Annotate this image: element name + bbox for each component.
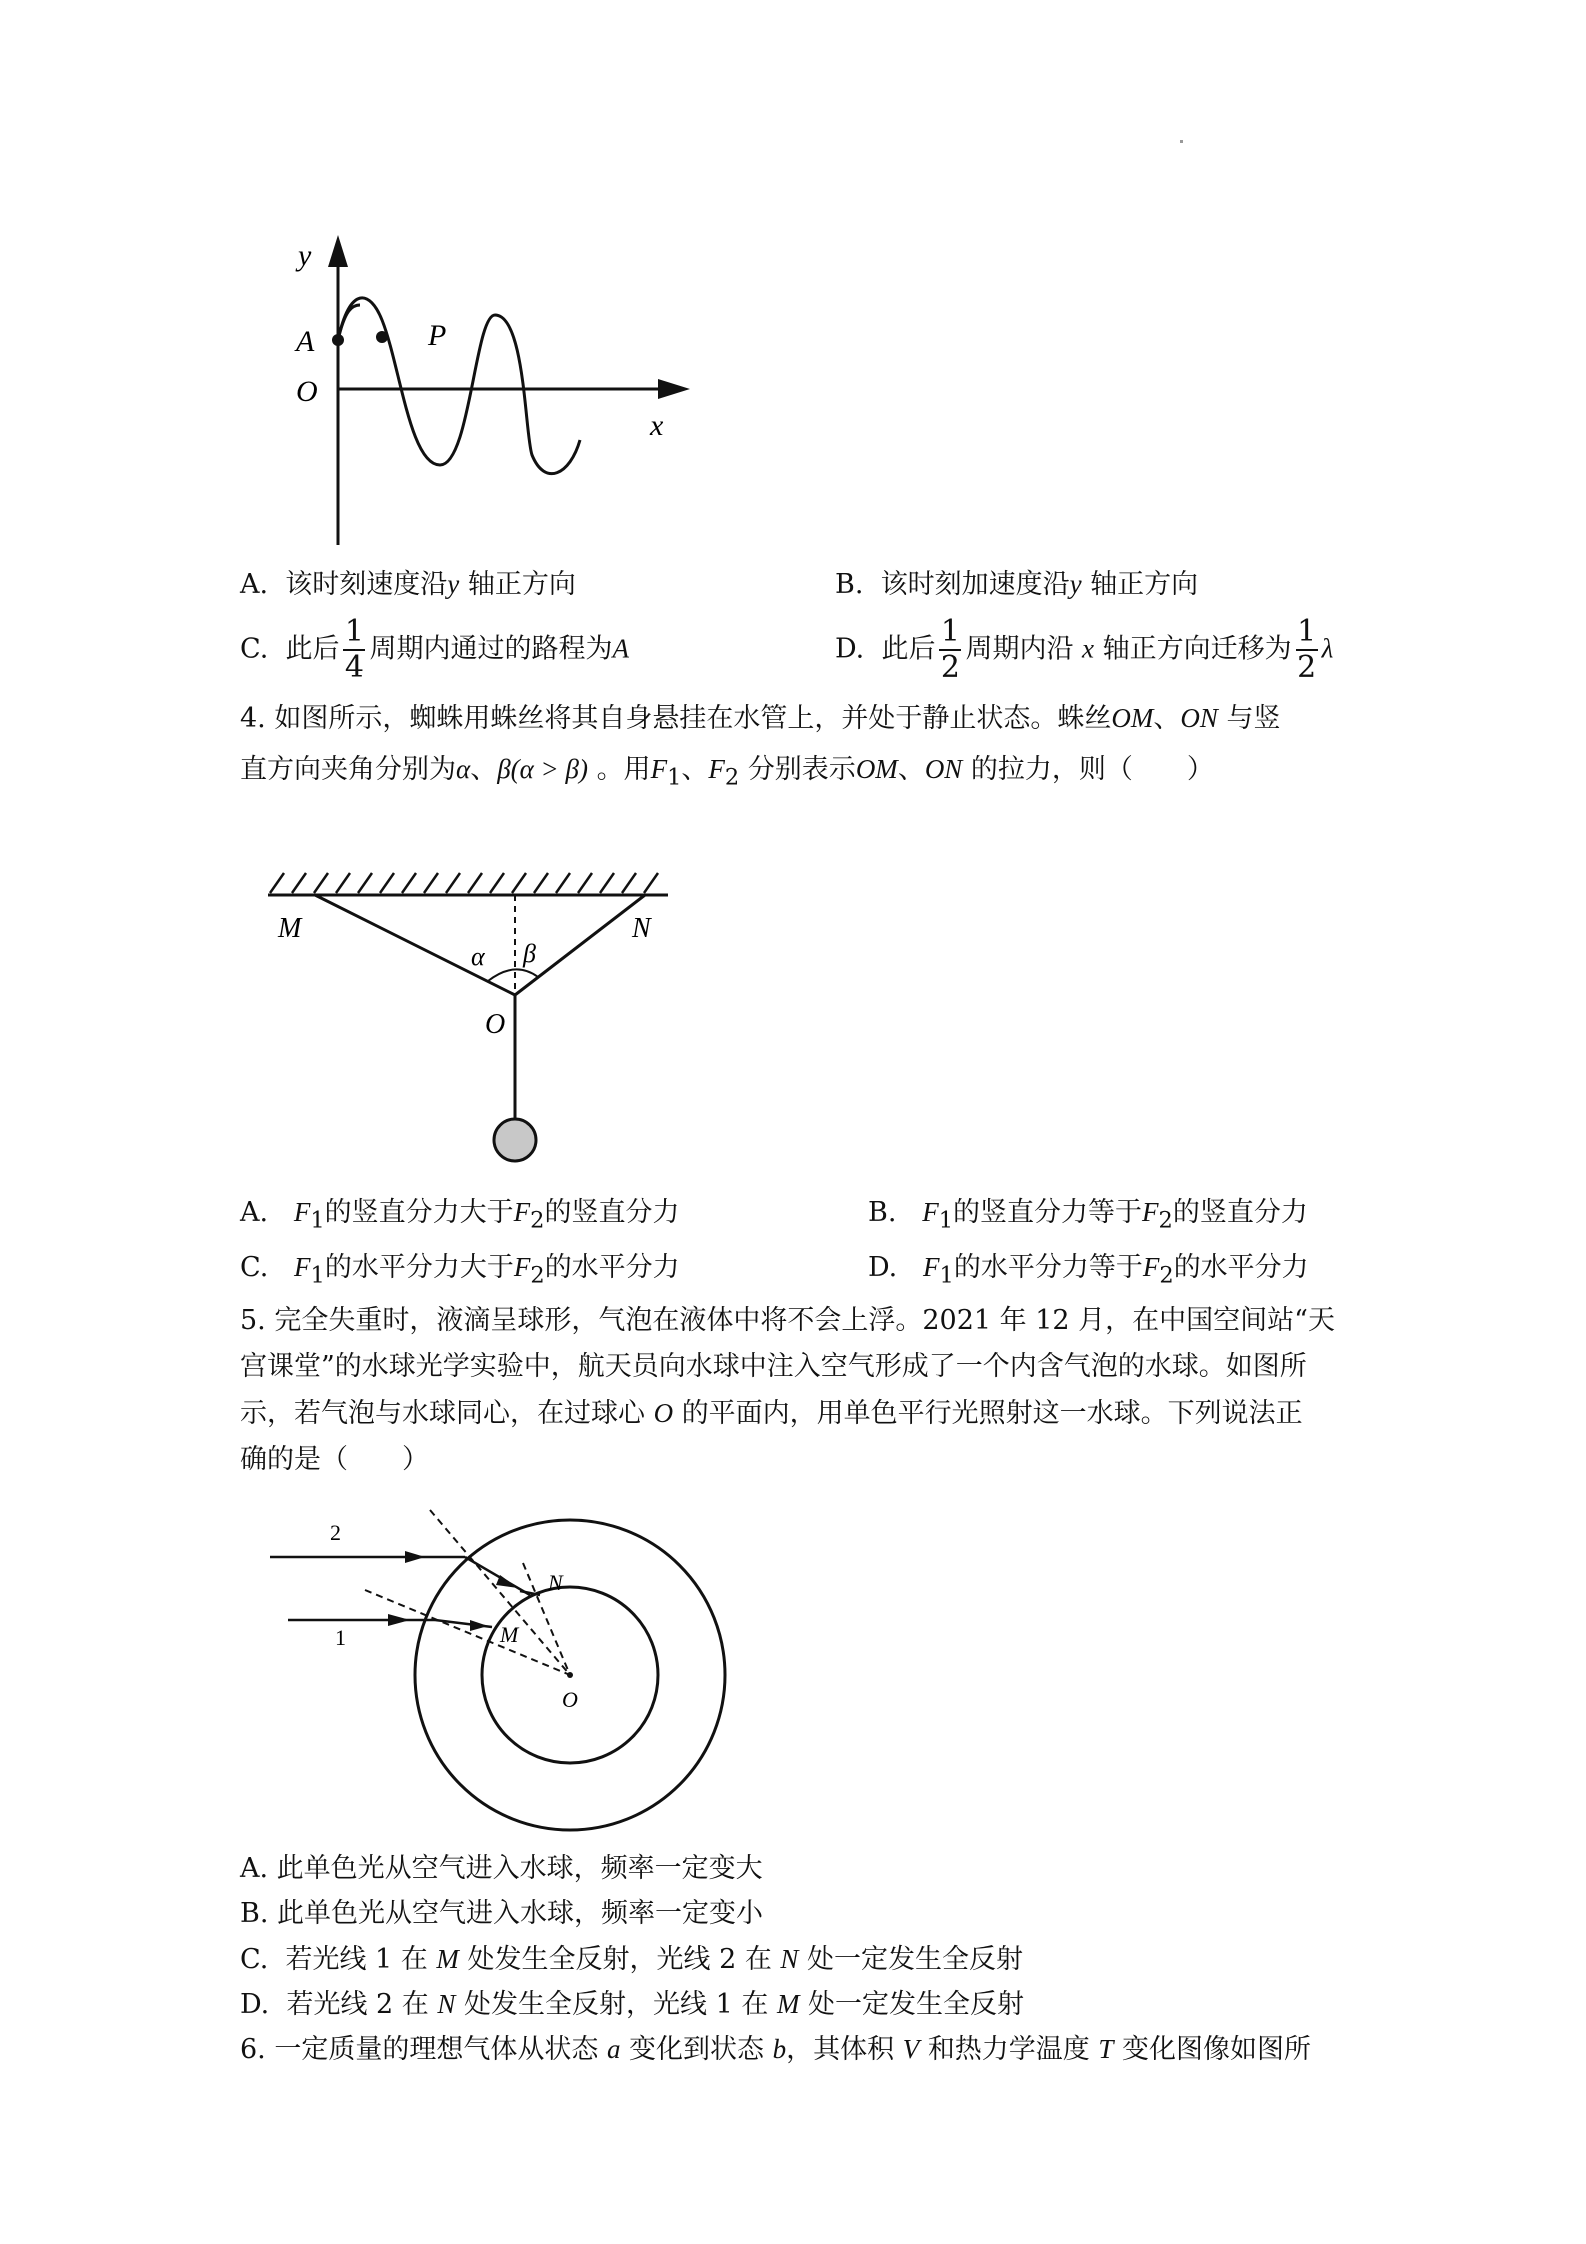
q5-option-b: B. 此单色光从空气进入水球，频率一定变小 (240, 1898, 764, 1929)
label-y: y (298, 239, 312, 272)
water-sphere-figure (260, 1495, 730, 1840)
label-beta: β (523, 939, 536, 968)
label-ray-1: 1 (335, 1625, 346, 1650)
q4-option-b: B. $F_1$的竖直分力等于$F_2$的竖直分力 (868, 1197, 1308, 1234)
ceiling-hatch (270, 873, 658, 893)
label-o: O (562, 1687, 578, 1712)
wave-curve (338, 298, 580, 474)
label-a: A (296, 325, 315, 358)
q5-option-d: D. 若光线 2 在 N 处发生全反射，光线 1 在 M 处一定发生全反射 (240, 1989, 1025, 2020)
spider-ball (494, 1119, 536, 1161)
fraction-one-half: $\frac{1}{2}$ (940, 614, 960, 685)
q3-option-d: D. 此后 $\frac{1}{2}$ 周期内沿 x 轴正方向迁移为 $\frac{1}{2}$ λ (835, 614, 1334, 685)
label-o: O (296, 375, 318, 408)
fraction-one-quarter: $\frac{1}{4}$ (344, 614, 364, 685)
q5-stem: 5. 完全失重时，液滴呈球形，气泡在液体中将不会上浮。2021 年 12 月，在中国空间站“天 宫课堂”的水球光学实验中，航天员向水球中注入空气形成了一个内含气泡的水球。如图所 示，若气泡与水球同心，在过球心 O 的平面内，用单色平行光照射这一水球。下列说法正 确的是（ ） (240, 1305, 1335, 1475)
page-dot (1180, 140, 1183, 143)
label-p: P (428, 319, 447, 352)
label-n: N (548, 1570, 563, 1595)
q3-option-c: C. 此后 $\frac{1}{4}$ 周期内通过的路程为A (240, 614, 629, 685)
label-n: N (632, 913, 651, 944)
ray-2-arrow-2 (496, 1575, 518, 1588)
q5-option-c: C. 若光线 1 在 M 处发生全反射，光线 2 在 N 处一定发生全反射 (240, 1944, 1024, 1975)
q4-stem: 4. 如图所示，蜘蛛用蛛丝将其自身悬挂在水管上，并处于静止状态。蛛丝OM、ON 与竖 直方向夹角分别为α、β(α > β) 。用$F_1$、$F_2$ 分别表示OM、ON 的拉力，则（ ） (240, 703, 1281, 791)
ray-2-refracted (465, 1557, 530, 1595)
q6-stem: 6. 一定质量的理想气体从状态 a 变化到状态 b，其体积 V 和热力学温度 T 变化图像如图所 (240, 2034, 1312, 2065)
thread-om (315, 895, 515, 995)
label-ray-2: 2 (330, 1520, 341, 1545)
q4-option-d: D. $F_1$的水平分力等于$F_2$的水平分力 (868, 1252, 1309, 1289)
fraction-one-half-2: $\frac{1}{2}$ (1297, 614, 1317, 685)
y-axis-arrow (328, 235, 348, 267)
x-axis-arrow (658, 379, 690, 399)
q4-option-c: C. $F_1$的水平分力大于$F_2$的水平分力 (240, 1252, 680, 1289)
label-m: M (278, 913, 302, 944)
ray-1-arrow-2 (470, 1620, 488, 1631)
label-o: O (485, 1009, 506, 1040)
ray-1-arrow (388, 1614, 410, 1626)
q3-option-b: B. 该时刻加速度沿y 轴正方向 (835, 569, 1199, 600)
center-o (567, 1672, 573, 1678)
angle-arc (488, 969, 538, 981)
spider-figure (260, 855, 680, 1175)
wave-figure (270, 225, 710, 555)
q3-option-a: A. 该时刻速度沿y 轴正方向 (240, 569, 576, 600)
label-alpha: α (471, 942, 485, 971)
point-a (332, 334, 344, 346)
label-x: x (650, 409, 664, 442)
label-m: M (500, 1622, 519, 1647)
normal-n (523, 1563, 570, 1675)
q4-option-a: A. $F_1$的竖直分力大于$F_2$的竖直分力 (240, 1197, 680, 1234)
q5-option-a: A. 此单色光从空气进入水球，频率一定变大 (240, 1853, 763, 1884)
point-p (376, 331, 388, 343)
ray-2-arrow (405, 1551, 425, 1563)
